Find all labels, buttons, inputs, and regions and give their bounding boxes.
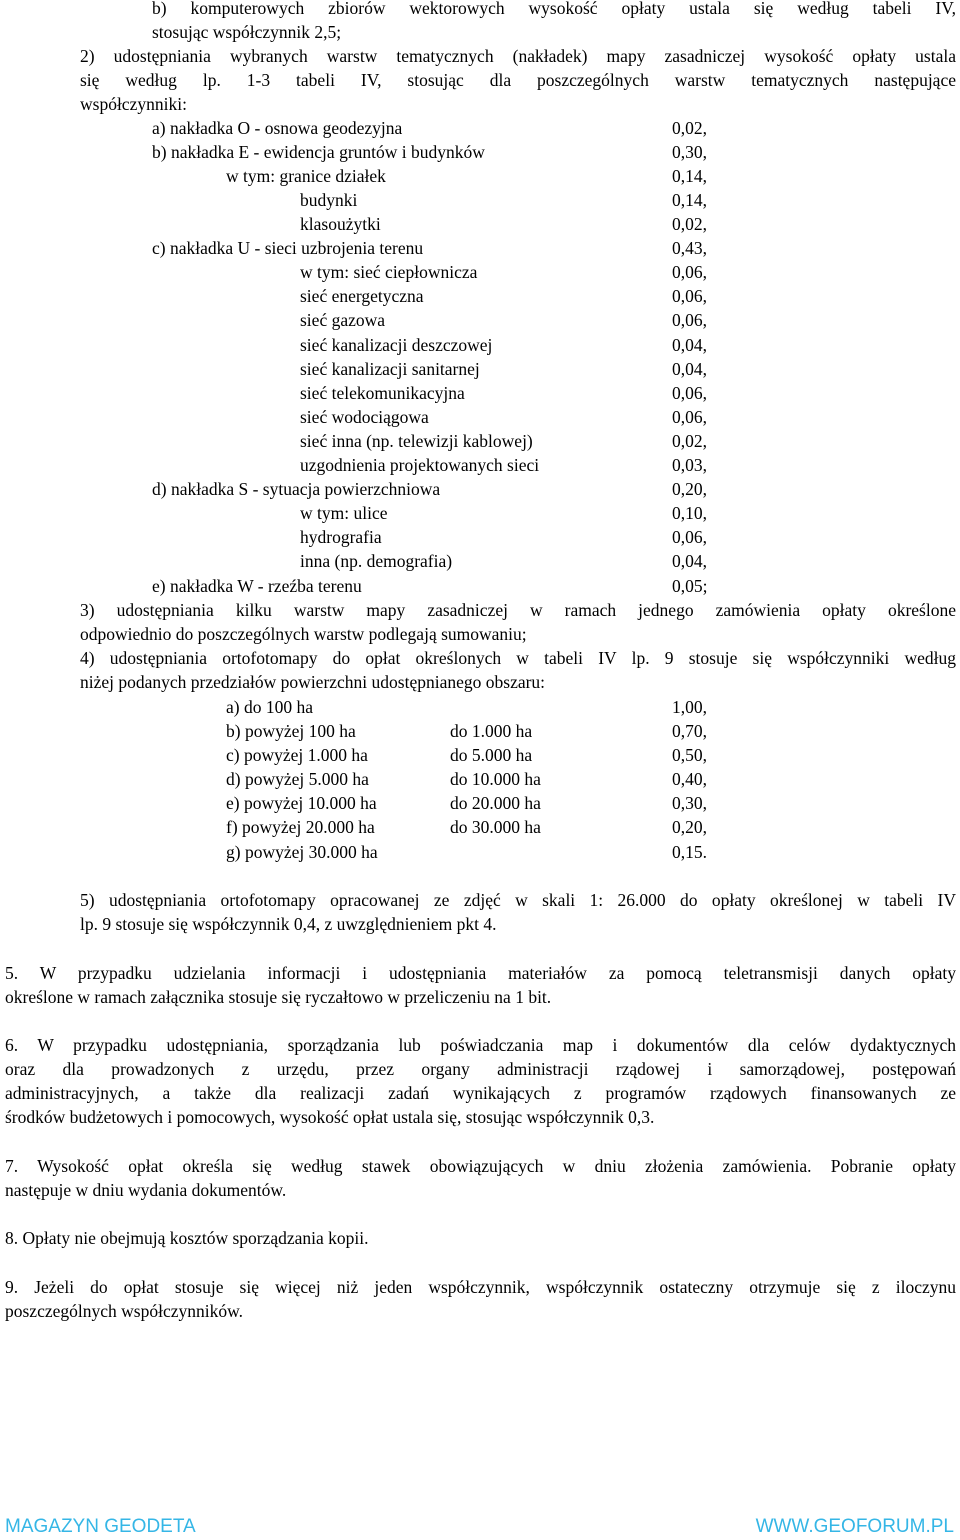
area-from: g) powyżej 30.000 ha: [226, 842, 378, 862]
layer-label: c) nakładka U - sieci uzbrojenia terenu: [152, 238, 424, 258]
layer-label: sieć inna (np. telewizji kablowej): [300, 431, 533, 451]
text-line: 3) udostępniania kilku warstw mapy zasadniczej w ramach jednego zamówienia opłaty określone: [80, 600, 956, 620]
text-line: lp. 9 stosuje się współczynnik 0,4, z uwzględnieniem pkt 4.: [80, 914, 497, 934]
layer-value: 0,04,: [672, 359, 707, 379]
layer-value: 0,30,: [672, 142, 707, 162]
layer-value: 0,06,: [672, 310, 707, 330]
text-line: b) komputerowych zbiorów wektorowych wysokość opłaty ustala się według tabeli IV,: [152, 0, 956, 18]
area-value: 0,50,: [672, 745, 707, 765]
text-line: administracyjnych, a także dla realizacji zadań wynikających z programów rządowych finansowanych ze: [5, 1083, 956, 1103]
layer-value: 0,06,: [672, 527, 707, 547]
layer-label: klasoużytki: [300, 214, 381, 234]
layer-label: a) nakładka O - osnowa geodezyjna: [152, 118, 403, 138]
layer-label: d) nakładka S - sytuacja powierzchniowa: [152, 479, 441, 499]
layer-value: 0,02,: [672, 118, 707, 138]
area-to: do 10.000 ha: [450, 769, 541, 789]
text-line: niżej podanych przedziałów powierzchni udostępnianego obszaru:: [80, 672, 546, 692]
layer-value: 0,02,: [672, 214, 707, 234]
layer-value: 0,06,: [672, 407, 707, 427]
area-to: do 30.000 ha: [450, 817, 541, 837]
area-to: do 20.000 ha: [450, 793, 541, 813]
layer-value: 0,06,: [672, 286, 707, 306]
layer-value: 0,14,: [672, 190, 707, 210]
layer-value: 0,02,: [672, 431, 707, 451]
area-value: 1,00,: [672, 697, 707, 717]
area-value: 0,30,: [672, 793, 707, 813]
area-from: b) powyżej 100 ha: [226, 721, 356, 741]
area-value: 0,40,: [672, 769, 707, 789]
layer-value: 0,06,: [672, 262, 707, 282]
layer-value: 0,06,: [672, 383, 707, 403]
layer-label: sieć energetyczna: [300, 286, 424, 306]
footer-website-link[interactable]: WWW.GEOFORUM.PL: [755, 1516, 954, 1537]
layer-value: 0,03,: [672, 455, 707, 475]
layer-label: inna (np. demografia): [300, 551, 453, 571]
layer-value: 0,04,: [672, 335, 707, 355]
layer-label: budynki: [300, 190, 358, 210]
layer-value: 0,05;: [672, 576, 708, 596]
text-line: 8. Opłaty nie obejmują kosztów sporządzania kopii.: [5, 1228, 369, 1248]
layer-value: 0,14,: [672, 166, 707, 186]
text-line: środków budżetowych i pomocowych, wysokość opłat ustala się, stosując współczynnik 0,3.: [5, 1107, 655, 1127]
text-line: określone w ramach załącznika stosuje się ryczałtowo w przeliczeniu na 1 bit.: [5, 987, 552, 1007]
text-line: 6. W przypadku udostępniania, sporządzania lub poświadczania map i dokumentów dla celów dydaktycznych: [5, 1035, 956, 1055]
area-from: e) powyżej 10.000 ha: [226, 793, 377, 813]
layer-value: 0,20,: [672, 479, 707, 499]
area-value: 0,70,: [672, 721, 707, 741]
layer-label: sieć wodociągowa: [300, 407, 429, 427]
layer-label: e) nakładka W - rzeźba terenu: [152, 576, 362, 596]
text-line: następuje w dniu wydania dokumentów.: [5, 1180, 287, 1200]
text-line: oraz dla prowadzonych z urzędu, przez organy administracji rządowej i samorządowej, postępowań: [5, 1059, 956, 1079]
text-line: 4) udostępniania ortofotomapy do opłat określonych w tabeli IV lp. 9 stosuje się współczynniki według: [80, 648, 956, 668]
area-from: a) do 100 ha: [226, 697, 313, 717]
layer-label: sieć telekomunikacyjna: [300, 383, 465, 403]
area-from: f) powyżej 20.000 ha: [226, 817, 375, 837]
layer-label: sieć kanalizacji sanitarnej: [300, 359, 480, 379]
text-line: współczynniki:: [80, 94, 187, 114]
text-line: 9. Jeżeli do opłat stosuje się więcej niż jeden współczynnik, współczynnik ostateczny otrzymuje się z iloczynu: [5, 1277, 956, 1297]
layer-label: w tym: granice działek: [226, 166, 386, 186]
layer-label: b) nakładka E - ewidencja gruntów i budynków: [152, 142, 485, 162]
text-line: 5) udostępniania ortofotomapy opracowanej ze zdjęć w skali 1: 26.000 do opłaty określonej w tabeli IV: [80, 890, 956, 910]
text-line: 2) udostępniania wybranych warstw tematycznych (nakładek) mapy zasadniczej wysokość opłaty ustala: [80, 46, 956, 66]
layer-label: uzgodnienia projektowanych sieci: [300, 455, 540, 475]
layer-label: hydrografia: [300, 527, 382, 547]
layer-label: sieć gazowa: [300, 310, 386, 330]
area-value: 0,15.: [672, 842, 707, 862]
text-line: stosując współczynnik 2,5;: [152, 22, 342, 42]
text-line: 5. W przypadku udzielania informacji i udostępniania materiałów za pomocą teletransmisji danych opłaty: [5, 963, 956, 983]
layer-label: w tym: ulice: [300, 503, 388, 523]
layer-value: 0,10,: [672, 503, 707, 523]
area-to: do 5.000 ha: [450, 745, 533, 765]
area-value: 0,20,: [672, 817, 707, 837]
area-from: c) powyżej 1.000 ha: [226, 745, 368, 765]
text-line: 7. Wysokość opłat określa się według stawek obowiązujących w dniu złożenia zamówienia. Pobranie opłaty: [5, 1156, 956, 1176]
text-line: się według lp. 1-3 tabeli IV, stosując dla poszczególnych warstw tematycznych następujące: [80, 70, 956, 90]
text-line: odpowiednio do poszczególnych warstw podlegają sumowaniu;: [80, 624, 527, 644]
footer-magazine-name: MAGAZYN GEODETA: [5, 1516, 196, 1537]
layer-label: w tym: sieć ciepłownicza: [300, 262, 478, 282]
area-from: d) powyżej 5.000 ha: [226, 769, 369, 789]
layer-value: 0,04,: [672, 551, 707, 571]
layer-label: sieć kanalizacji deszczowej: [300, 335, 493, 355]
area-to: do 1.000 ha: [450, 721, 533, 741]
layer-value: 0,43,: [672, 238, 707, 258]
text-line: poszczególnych współczynników.: [5, 1301, 243, 1321]
